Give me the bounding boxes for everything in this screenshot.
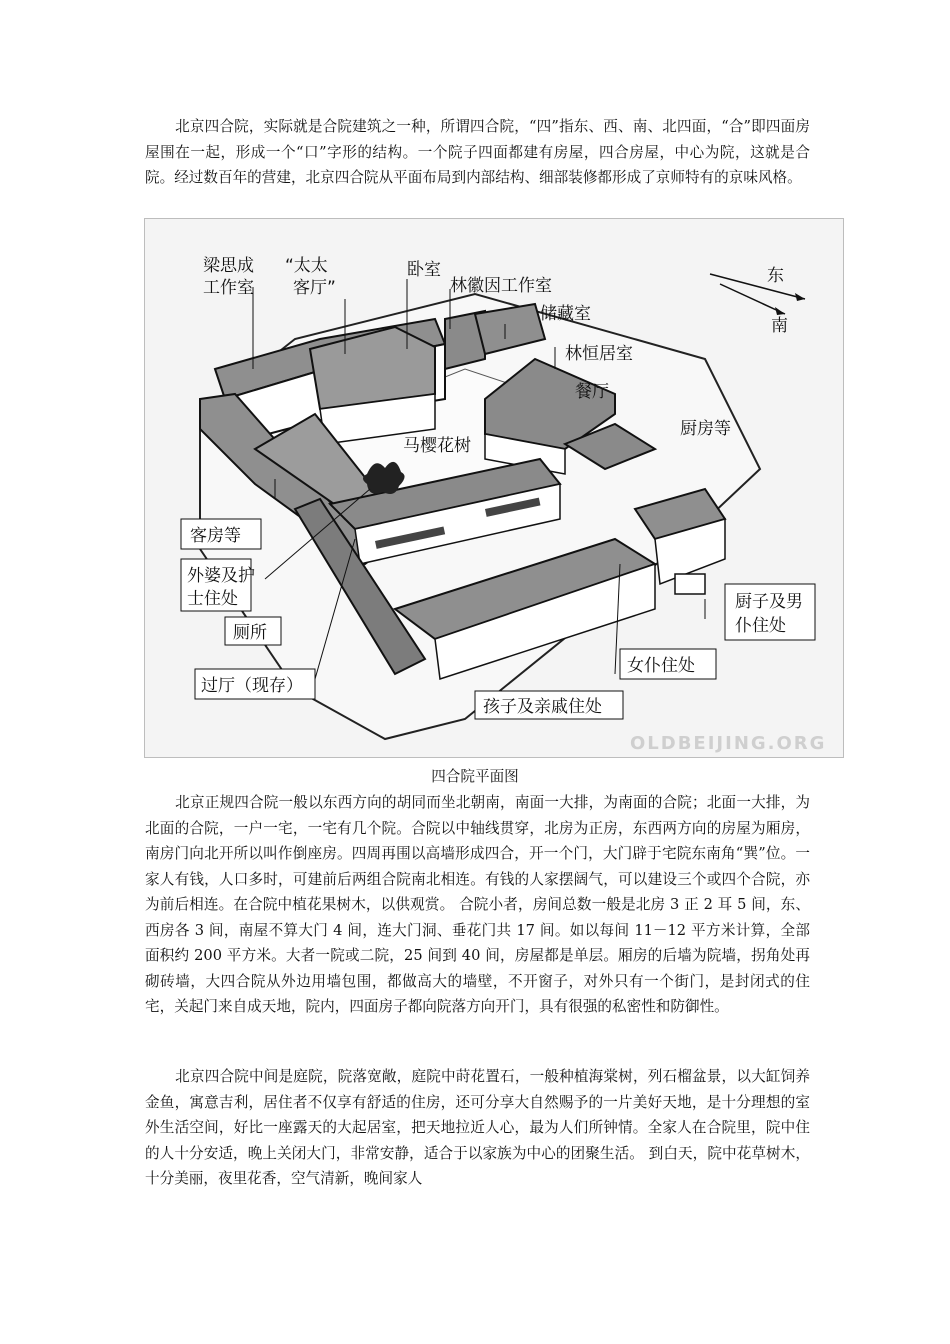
compass-south-arrowhead	[775, 307, 785, 315]
label-toilet: 厕所	[233, 623, 267, 643]
label-kids-quarters: 孩子及亲戚住处	[483, 697, 602, 717]
label-taitai-parlor-2: 客厅”	[293, 278, 336, 298]
siheyuan-illustration	[145, 219, 843, 757]
label-grandma-quarters: 外婆及护	[187, 566, 255, 586]
label-taitai-parlor: “太太	[285, 256, 328, 276]
label-grandma-quarters-2: 士住处	[187, 589, 238, 609]
label-lin-studio: 林徽因工作室	[450, 276, 552, 296]
compass-east-label: 东	[767, 266, 784, 286]
compass-south-arrow	[720, 284, 785, 314]
label-kitchen: 厨房等	[680, 419, 731, 439]
label-cook-quarters: 厨子及男	[735, 592, 803, 612]
label-tree: 马樱花树	[403, 436, 471, 456]
siheyuan-plan-figure	[144, 218, 844, 758]
courtyard-paragraph: 北京四合院中间是庭院，院落宽敞，庭院中莳花置石，一般种植海棠树，列石榴盆景，以大缸饲养金鱼，寓意吉利，居住者不仅享有舒适的住房，还可分享大自然赐予的一片美好天地，是十分理想的室外生活空间，好比一座露天的大起居室，把天地拉近人心，最为人们所钟情。全家人在合院里，院中住的人十分安适，晚上关闭大门，非常安静，适合于以家族为中心的团聚生活。 到白天，院中花草树木，十分美丽，夜里花香，空气清新，晚间家人	[145, 1068, 810, 1187]
label-lin-heng-room: 林恒居室	[565, 344, 633, 364]
label-hall: 过厅（现存）	[201, 676, 303, 696]
label-maid-quarters: 女仆住处	[627, 656, 695, 676]
intro-paragraph: 北京四合院，实际就是合院建筑之一种，所谓四合院，“四”指东、西、南、北四面，“合”即四面房屋围在一起，形成一个“口”字形的结构。一个院子四面都建有房屋，四合房屋，中心为院，这就是合院。经过数百年的营建，北京四合院从平面布局到内部结构、细部装修都形成了京师特有的京味风格。	[145, 118, 810, 186]
layout-paragraph: 北京正规四合院一般以东西方向的胡同而坐北朝南，南面一大排，为南面的合院；北面一大排，为北面的合院，一户一宅，一宅有几个院。合院以中轴线贯穿，北房为正房，东西两方向的房屋为厢房，南房门向北开所以叫作倒座房。四周再围以高墙形成四合，开一个门，大门辟于宅院东南角“巽”位。一家人有钱，人口多时，可建前后两组合院南北相连。有钱的人家摆阔气，可以建设三个或四个合院，亦为前后相连。在合院中植花果树木，以供观赏。 合院小者，房间总数一般是北房 3 正 2 耳 5 间，东、西房各 3 间，南屋不算大门 4 间，连大门洞、垂花门共 17 间。如以每间 11－12 平方米计算，全部面积约 200 平方米。大者一院或二院，25 间到 40 间，房屋都是单层。厢房的后墙为院墙，拐角处再砌砖墙，大四合院从外边用墙包围，都做高大的墙壁，不开窗子，对外只有一个街门，是封闭式的住宅，关起门来自成天地，院内，四面房子都向院落方向开门，具有很强的私密性和防御性。	[145, 794, 810, 1015]
watermark: OLDBEIJING.ORG	[630, 733, 827, 754]
label-guest-rooms: 客房等	[190, 526, 241, 546]
compass-east-arrowhead	[795, 293, 805, 301]
label-liang-studio-2: 工作室	[203, 278, 254, 298]
label-storage: 储藏室	[540, 304, 591, 324]
compass-south-label: 南	[771, 316, 788, 336]
label-cook-quarters-2: 仆住处	[735, 616, 786, 636]
label-liang-studio: 梁思成	[203, 256, 254, 276]
label-dining: 餐厅	[575, 382, 609, 402]
figure-caption: 四合院平面图	[431, 768, 519, 785]
label-bedroom: 卧室	[407, 260, 441, 280]
gate-steps	[675, 574, 705, 594]
